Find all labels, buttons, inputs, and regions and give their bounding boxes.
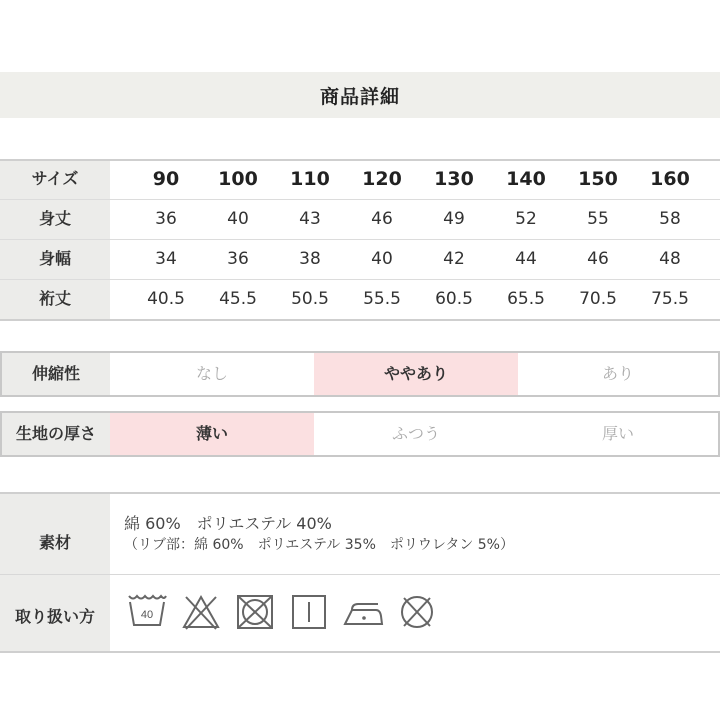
thickness-rating: [0, 411, 720, 457]
divider: [0, 492, 720, 494]
table-cell: 44: [515, 249, 537, 269]
table-cell: 40.5: [147, 289, 185, 309]
table-cell: 36: [227, 249, 249, 269]
thickness-option-thin: 薄い: [110, 413, 314, 455]
table-cell: 55.5: [363, 289, 401, 309]
no-tumble-dry-icon: [234, 592, 276, 632]
table-cell: 50.5: [291, 289, 329, 309]
thickness-label: 生地の厚さ: [2, 413, 110, 455]
hand-wash-40-icon: [126, 592, 168, 632]
table-cell: 48: [659, 249, 681, 269]
material-rib: （リブ部：綿 60% ポリエステル 35% ポリウレタン 5%）: [124, 537, 514, 553]
table-cell: 43: [299, 209, 321, 229]
divider: [0, 319, 720, 321]
stretch-option-slight: ややあり: [314, 353, 518, 395]
info-label-column: [0, 492, 110, 653]
material-care-table: [0, 492, 720, 653]
row-label: 身丈: [38, 209, 71, 228]
table-cell: 34: [155, 249, 177, 269]
stretch-label: 伸縮性: [2, 353, 110, 395]
table-cell: 55: [587, 209, 609, 229]
row-label: 身幅: [38, 249, 71, 268]
size-cell: 140: [506, 168, 546, 190]
divider: [0, 574, 720, 575]
no-dry-clean-icon: [396, 592, 438, 632]
table-cell: 38: [299, 249, 321, 269]
stretch-rating: [0, 351, 720, 397]
size-cell: 150: [578, 168, 618, 190]
table-cell: 45.5: [219, 289, 257, 309]
title-bar: [0, 72, 720, 118]
table-cell: 42: [443, 249, 465, 269]
table-row: [0, 279, 720, 319]
divider: [0, 279, 720, 280]
table-cell: 70.5: [579, 289, 617, 309]
row-label: 裄丈: [38, 289, 71, 308]
size-cell: 160: [650, 168, 690, 190]
stretch-option-yes: あり: [601, 364, 634, 383]
page-title: 商品詳細: [319, 85, 400, 108]
size-cell: 130: [434, 168, 474, 190]
size-table: [0, 159, 720, 321]
stretch-option-none: なし: [195, 364, 228, 383]
size-cell: 110: [290, 168, 330, 190]
care-icons: [126, 592, 450, 632]
table-cell: 46: [587, 249, 609, 269]
table-cell: 40: [371, 249, 393, 269]
thickness-option-normal: ふつう: [391, 424, 440, 443]
table-cell: 49: [443, 209, 465, 229]
size-header-label: サイズ: [31, 169, 79, 188]
divider: [0, 239, 720, 240]
care-label: 取り扱い方: [14, 607, 95, 626]
divider: [0, 651, 720, 653]
size-cell: 90: [152, 168, 180, 190]
table-cell: 52: [515, 209, 537, 229]
divider: [0, 199, 720, 200]
wash-temp-text: 40: [140, 609, 154, 621]
table-cell: 60.5: [435, 289, 473, 309]
table-cell: 65.5: [507, 289, 545, 309]
thickness-option-thick: 厚い: [601, 424, 634, 443]
table-cell: 46: [371, 209, 393, 229]
no-bleach-icon: [180, 592, 222, 632]
material-main: 綿 60% ポリエステル 40%: [124, 514, 332, 533]
table-cell: 40: [227, 209, 249, 229]
table-row: [0, 199, 720, 239]
table-cell: 75.5: [651, 289, 689, 309]
size-header-row: [0, 159, 720, 199]
size-cell: 100: [218, 168, 258, 190]
iron-low-icon: [342, 592, 384, 632]
line-dry-icon: [288, 592, 330, 632]
divider: [0, 159, 720, 161]
size-cell: 120: [362, 168, 402, 190]
table-cell: 36: [155, 209, 177, 229]
material-label: 素材: [38, 533, 71, 552]
table-cell: 58: [659, 209, 681, 229]
table-row: [0, 239, 720, 279]
